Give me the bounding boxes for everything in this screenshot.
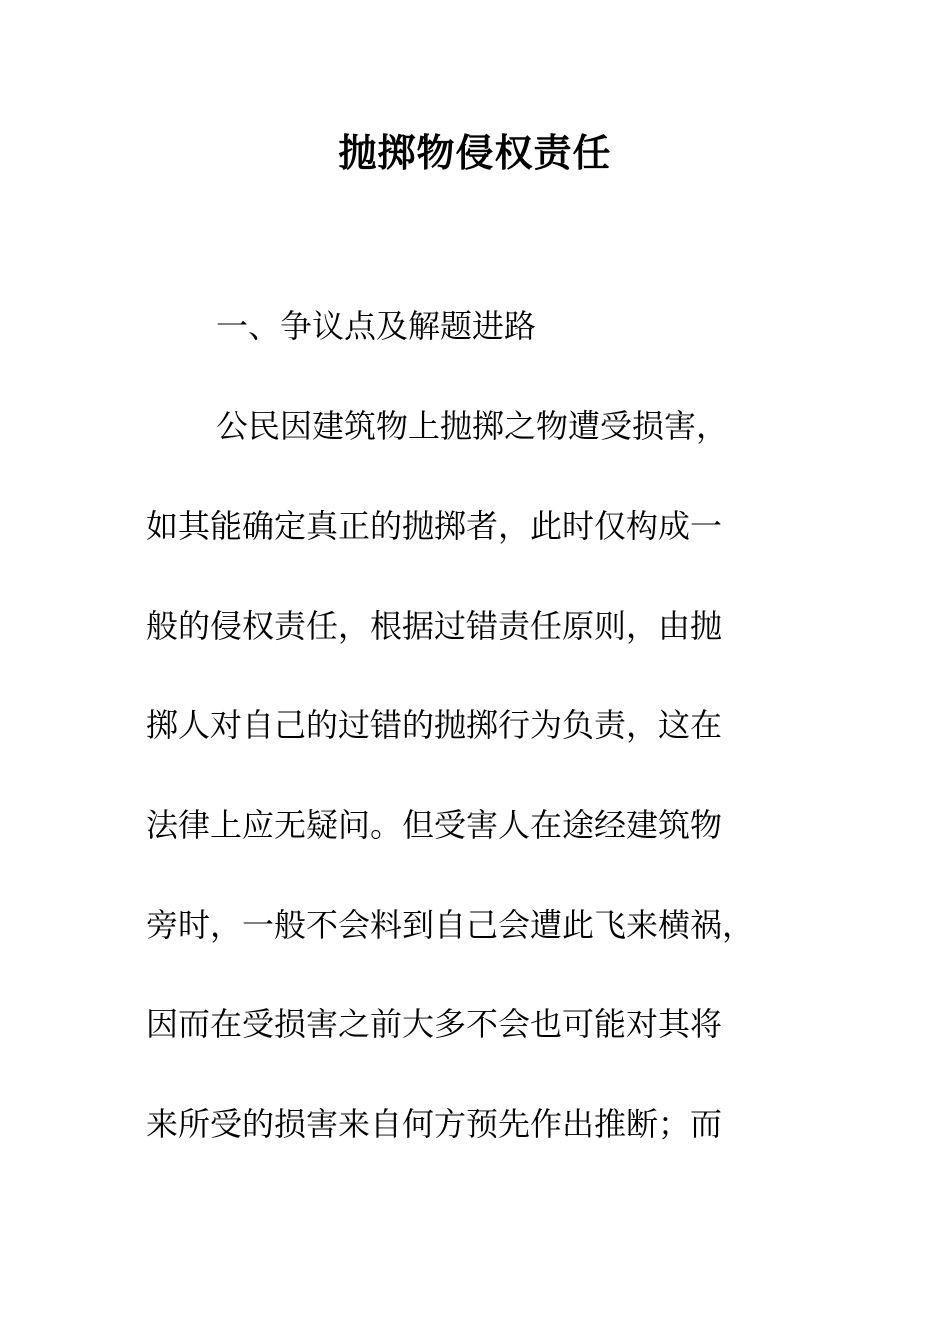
paragraph-line: 掷人对自己的过错的抛掷行为负责，这在 <box>146 706 723 744</box>
section-heading: 一、争议点及解题进路 <box>216 307 537 345</box>
paragraph-line: 如其能确定真正的抛掷者，此时仅构成一 <box>146 507 723 545</box>
paragraph-line: 因而在受损害之前大多不会也可能对其将 <box>146 1005 723 1043</box>
paragraph-line: 般的侵权责任，根据过错责任原则，由抛 <box>146 607 723 645</box>
paragraph-line: 来所受的损害来自何方预先作出推断；而 <box>146 1105 723 1143</box>
paragraph-line: 法律上应无疑问。但受害人在途经建筑物 <box>146 806 723 844</box>
paragraph-line: 旁时，一般不会料到自己会遭此飞来横祸， <box>146 906 755 944</box>
document-title: 抛掷物侵权责任 <box>338 130 612 175</box>
paragraph-line: 公民因建筑物上抛掷之物遭受损害， <box>216 407 729 445</box>
